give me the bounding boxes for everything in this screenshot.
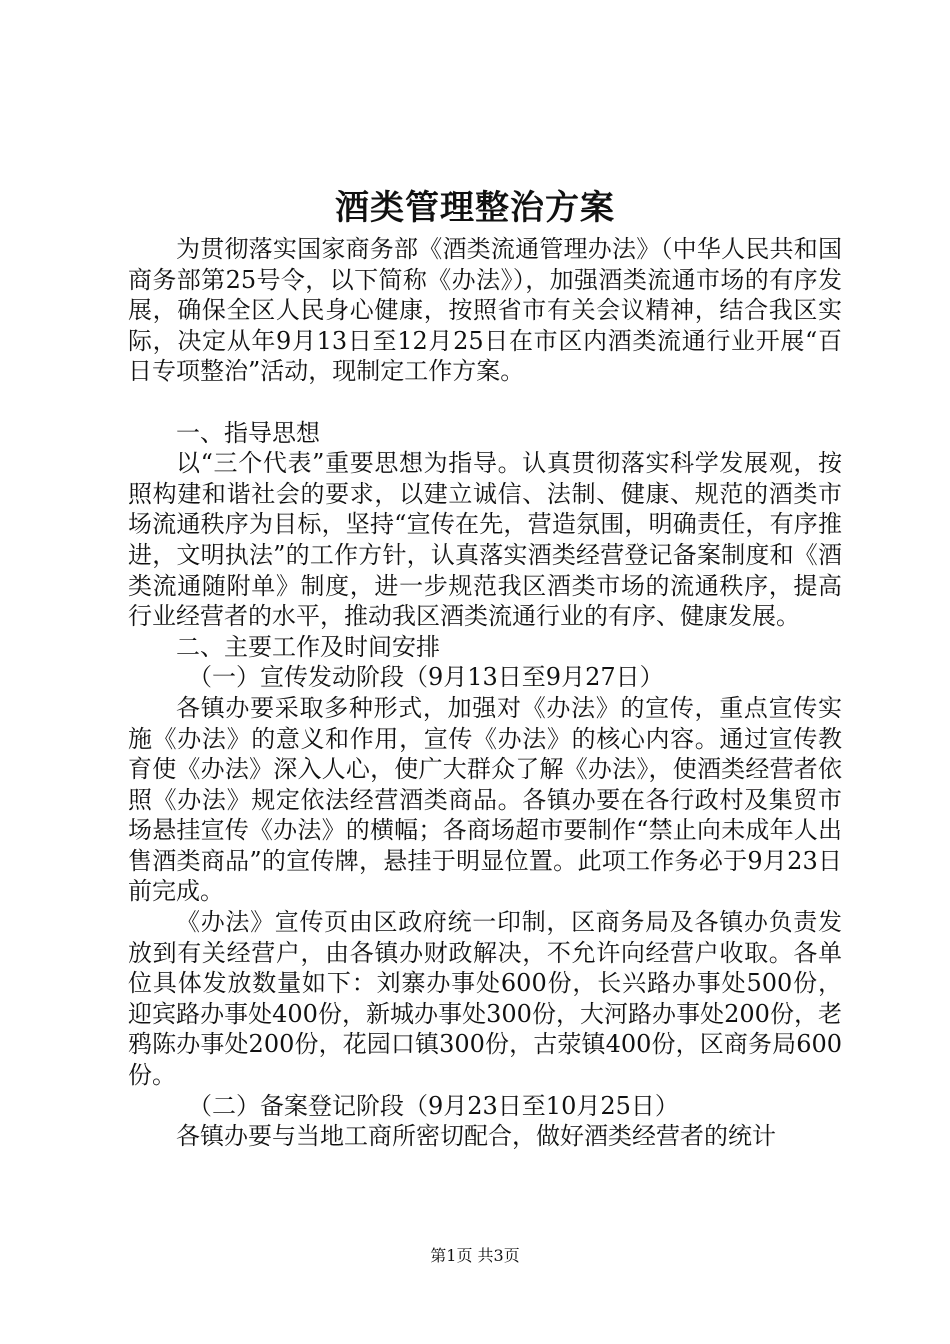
publicity-paragraph: 各镇办要采取多种形式，加强对《办法》的宣传，重点宣传实施《办法》的意义和作用，宣传《办法》的核心内容。通过宣传教育使《办法》深入人心，使广大群众了解《办法》，使酒类经营者依照《办法》规定依法经营酒类商品。各镇办要在各行政村及集贸市场悬挂宣传《办法》的横幅；各商场超市要制作“禁止向未成年人出售酒类商品”的宣传牌，悬挂于明显位置。此项工作务必于9月23日前完成。 [128, 693, 842, 906]
section-heading-guiding-ideology: 一、指导思想 [176, 418, 320, 447]
document-title: 酒类管理整治方案 [335, 188, 615, 228]
section-heading-main-work: 二、主要工作及时间安排 [176, 632, 440, 661]
intro-paragraph: 为贯彻落实国家商务部《酒类流通管理办法》（中华人民共和国商务部第25号令，以下简称《办法》），加强酒类流通市场的有序发展，确保全区人民身心健康，按照省市有关会议精神，结合我区实际，决定从年9月13日至12月25日在市区内酒类流通行业开展“百日专项整治”活动，现制定工作方案。 [128, 235, 842, 386]
subsection-heading-registration: （二）备案登记阶段（9月23日至10月25日） [188, 1091, 679, 1120]
subsection-heading-publicity: （一）宣传发动阶段（9月13日至9月27日） [188, 663, 664, 692]
distribution-paragraph: 《办法》宣传页由区政府统一印制，区商务局及各镇办负责发放到有关经营户，由各镇办财政解决，不允许向经营户收取。各单位具体发放数量如下：刘寨办事处600份，长兴路办事处500份，迎宾路办事处400份，新城办事处300份，大河路办事处200份，老鸦陈办事处200份，花园口镇300份，古荥镇400份，区商务局600份。 [128, 908, 842, 1090]
document-body [128, 234, 842, 1152]
guiding-ideology-paragraph: 以“三个代表”重要思想为指导。认真贯彻落实科学发展观，按照构建和谐社会的要求，以建立诚信、法制、健康、规范的酒类市场流通秩序为目标，坚持“宣传在先，营造氛围，明确责任，有序推进，文明执法”的工作方针，认真落实酒类经营登记备案制度和《酒类流通随附单》制度，进一步规范我区酒类市场的流通秩序，提高行业经营者的水平，推动我区酒类流通行业的有序、健康发展。 [128, 449, 842, 631]
registration-paragraph: 各镇办要与当地工商所密切配合，做好酒类经营者的统计 [176, 1122, 776, 1151]
page-number-footer: 第1页 共3页 [430, 1246, 520, 1265]
